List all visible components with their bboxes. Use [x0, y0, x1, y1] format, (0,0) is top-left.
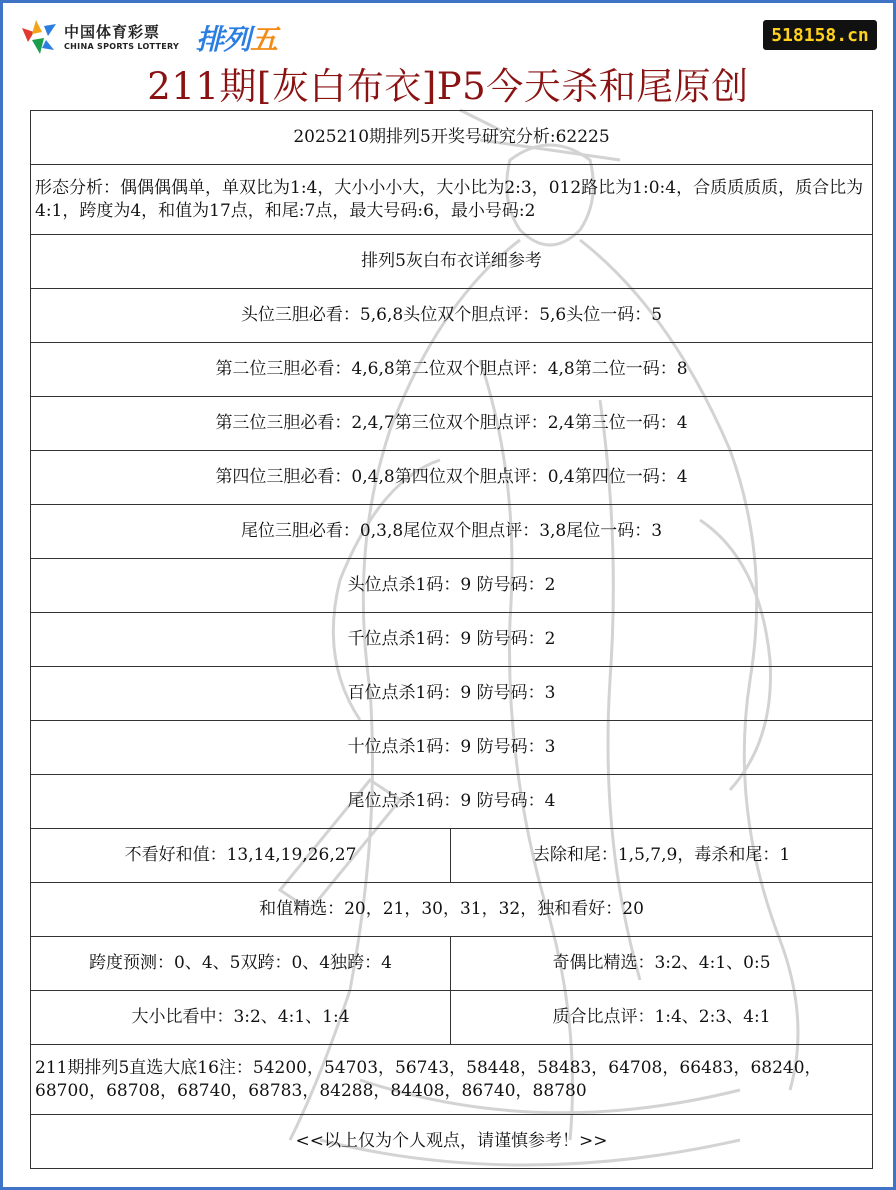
- prime-composite-cell: 质合比点评：1:4、2:3、4:1: [451, 991, 873, 1045]
- position-3-cell: 第三位三胆必看：2,4,7第三位双个胆点评：2,4第三位一码：4: [31, 397, 873, 451]
- table-row: [31, 343, 873, 397]
- kill-3-cell: 百位点杀1码：9 防号码：3: [31, 667, 873, 721]
- logo-game-main: 排列: [196, 23, 251, 56]
- section-heading-cell: 排列5灰白布衣详细参考: [31, 235, 873, 289]
- logo-game-name: [196, 18, 277, 58]
- table-row: [31, 775, 873, 829]
- disclaimer-cell: <<以上仅为个人观点，请谨慎参考！>>: [31, 1115, 873, 1169]
- table-row: [31, 613, 873, 667]
- sum-exclude-cell: 不看好和值：13,14,19,26,27: [31, 829, 451, 883]
- table-row: [31, 829, 873, 883]
- table-row: [31, 235, 873, 289]
- logo-game-five: 五: [250, 23, 278, 56]
- draw-result-cell: 2025210期排列5开奖号研究分析:62225: [31, 111, 873, 165]
- table-row: [31, 165, 873, 235]
- logo-chinese-text: 中国体育彩票: [64, 23, 161, 41]
- pattern-analysis-cell: 形态分析：偶偶偶偶单，单双比为1:4，大小小小大，大小比为2:3，012路比为1:0:4，合质质质质，质合比为4:1，跨度为4，和值为17点，和尾:7点，最大号码:6，最小号码:2: [31, 165, 873, 235]
- odd-even-cell: 奇偶比精选：3:2、4:1、0:5: [451, 937, 873, 991]
- table-row: [31, 937, 873, 991]
- picks-cell: 211期排列5直选大底16注：54200，54703，56743，58448，58483，64708，66483，68240，68700，68708，68740，68783，84288，84408，86740，88780: [31, 1045, 873, 1115]
- logo-english-text: CHINA SPORTS LOTTERY: [64, 42, 180, 51]
- china-sports-lottery-logo-icon: [18, 18, 60, 56]
- table-row: [31, 505, 873, 559]
- kill-2-cell: 千位点杀1码：9 防号码：2: [31, 613, 873, 667]
- position-5-cell: 尾位三胆必看：0,3,8尾位双个胆点评：3,8尾位一码：3: [31, 505, 873, 559]
- table-row: [31, 1045, 873, 1115]
- kill-5-cell: 尾位点杀1码：9 防号码：4: [31, 775, 873, 829]
- span-cell: 跨度预测：0、4、5双跨：0、4独跨：4: [31, 937, 451, 991]
- site-badge: 518158.cn: [763, 20, 877, 50]
- kill-1-cell: 头位点杀1码：9 防号码：2: [31, 559, 873, 613]
- analysis-table: [30, 110, 873, 1169]
- sum-tail-cell: 去除和尾：1,5,7,9，毒杀和尾：1: [451, 829, 873, 883]
- page-header: [0, 0, 896, 110]
- big-small-cell: 大小比看中：3:2、4:1、1:4: [31, 991, 451, 1045]
- table-row: [31, 559, 873, 613]
- kill-4-cell: 十位点杀1码：9 防号码：3: [31, 721, 873, 775]
- table-row: [31, 397, 873, 451]
- table-row: [31, 721, 873, 775]
- table-row: [31, 883, 873, 937]
- sum-pick-cell: 和值精选：20，21，30，31，32，独和看好：20: [31, 883, 873, 937]
- table-row: [31, 451, 873, 505]
- page-title: 211期[灰白布衣]P5今天杀和尾原创: [147, 65, 749, 108]
- table-row: [31, 991, 873, 1045]
- table-row: [31, 111, 873, 165]
- position-2-cell: 第二位三胆必看：4,6,8第二位双个胆点评：4,8第二位一码：8: [31, 343, 873, 397]
- position-1-cell: 头位三胆必看：5,6,8头位双个胆点评：5,6头位一码：5: [31, 289, 873, 343]
- table-row: [31, 1115, 873, 1169]
- table-row: [31, 667, 873, 721]
- brand-logo: [18, 18, 278, 58]
- table-row: [31, 289, 873, 343]
- position-4-cell: 第四位三胆必看：0,4,8第四位双个胆点评：0,4第四位一码：4: [31, 451, 873, 505]
